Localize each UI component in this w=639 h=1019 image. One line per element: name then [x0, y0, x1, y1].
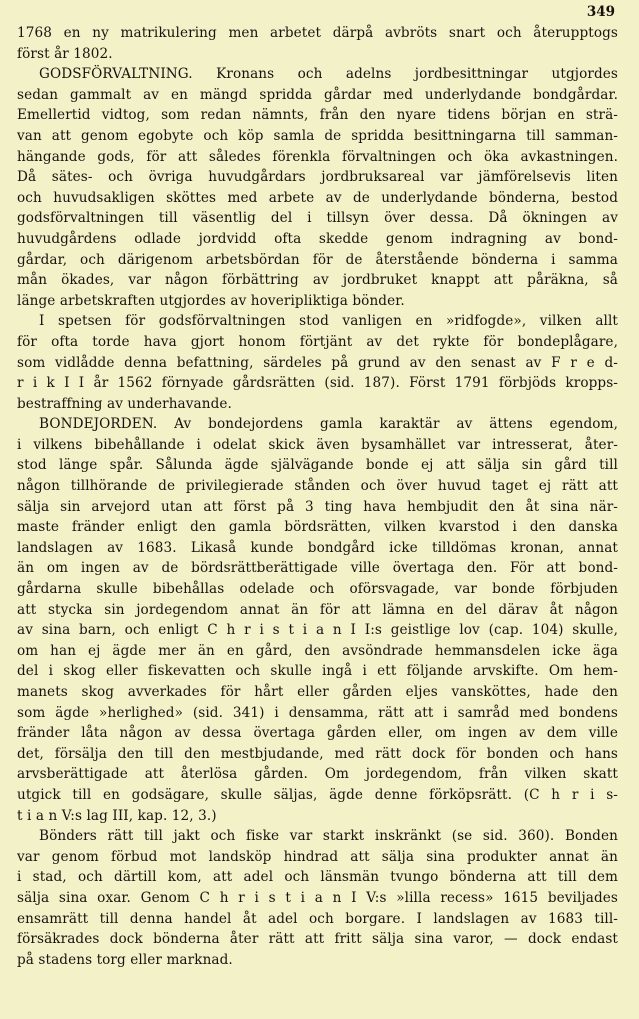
text-line: länge arbetskraften utgjordes av hoveripliktiga bönder. [17, 292, 405, 309]
text-line: som ägde »herlighed» (sid. 341) i densamma, rätt att i samråd med bondens [17, 704, 618, 721]
text-line: van att genom egobyte och köp samla de spridda besittningarna till samman- [17, 127, 618, 144]
text-line: t i a n V:s lag III, kap. 12, 3.) [17, 807, 217, 824]
body-text [17, 23, 618, 970]
page-number: 349 [586, 4, 615, 20]
text-line: Emellertid vidtog, som redan nämnts, från den nyare tidens början en strä- [17, 107, 618, 124]
text-line: av sina barn, och enligt C h r i s t i a n I I:s geistlige lov (cap. 104) skulle, [17, 622, 618, 639]
text-line: arvsberättigade att återlösa gården. Om jordegendom, från vilken skatt [17, 766, 618, 783]
text-line: om han ej ägde mer än en gård, den avsöndrade hemmansdelen icke äga [17, 642, 618, 659]
text-line: fränder låta någon av dessa övertaga gården eller, om ingen av dem ville [17, 725, 618, 742]
text-line: i stad, och därtill kom, att adel och länsmän tvungo bönderna att till dem [17, 869, 618, 886]
text-line: 1768 en ny matrikulering men arbetet därpå avbröts snart och återupptogs [17, 25, 618, 41]
text-line: var genom förbud mot landsköp hindrad att sälja sina produkter annat än [17, 848, 618, 865]
text-line: försäkrades dock bönderna åter rätt att fritt sälja sina varor, — dock endast [17, 931, 618, 948]
text-line: BONDEJORDEN. Av bondejordens gamla karaktär av ättens egendom, [39, 416, 618, 433]
text-line: Då sätes- och övriga huvudgårdars jordbruksareal var jämförelsevis liten [17, 169, 618, 186]
text-line: sedan gammalt av en mängd spridda gårdar med underlydande bondgårdar. [17, 86, 618, 103]
text-line: GODSFÖRVALTNING. Kronans och adelns jordbesittningar utgjordes [39, 66, 618, 83]
text-line: godsförvaltningen till väsentlig del i tillsyn över dessa. Då ökningen av [17, 210, 618, 227]
text-line: gårdar, och därigenom arbetsbördan för de återstående bönderna i samma [17, 251, 618, 268]
text-line: utgick till en godsägare, skulle säljas, ägde denne förköpsrätt. (C h r i s- [17, 786, 618, 803]
text-line: maste fränder enligt den gamla bördsrätten, vilken kvarstod i den danska [17, 519, 618, 536]
text-line: r i k I I år 1562 förnyade gårdsrätten (sid. 187). Först 1791 förbjöds kropps- [17, 375, 618, 392]
text-line: landslagen av 1683. Likaså kunde bondgård icke tilldömas kronan, annat [17, 539, 618, 556]
text-line: stod länge spår. Sålunda ägde självägande bonde ej att sälja sin gård till [17, 457, 618, 474]
text-line: gårdarna skulle bibehållas odelade och oförsvagade, var bonde förbjuden [17, 581, 618, 598]
text-line: mån ökades, var någon förbättring av jordbruket knappt att påräkna, så [17, 272, 618, 289]
text-line: I spetsen för godsförvaltningen stod vanligen en »ridfogde», vilken allt [39, 313, 618, 330]
text-line: för ofta torde hava gjort honom förtjänt av det rykte för bondeplågare, [17, 333, 618, 350]
text-line: bestraffning av underhavande. [17, 395, 232, 412]
text-line: och huvudsakligen sköttes med arbete av de underlydande bönderna, bestod [17, 189, 618, 206]
text-line: att stycka sin jordegendom annat än för att lämna en del därav åt någon [17, 601, 618, 618]
text-line: hängande gods, för att således förenkla förvaltningen och öka avkastningen. [17, 148, 618, 165]
text-line: någon tillhörande de privilegierade stånden och över huvud taget ej rätt att [17, 478, 618, 495]
text-line: ensamrätt till denna handel åt adel och borgare. I landslagen av 1683 till- [17, 910, 618, 927]
text-line: huvudgårdens odlade jordvidd ofta skedde genom indragning av bond- [17, 230, 618, 247]
text-line: som vidlådde denna befattning, särdeles på grund av den senast av F r e d- [17, 354, 618, 371]
text-line: sälja sina oxar. Genom C h r i s t i a n I V:s »lilla recess» 1615 beviljades [17, 889, 618, 906]
text-line: på stadens torg eller marknad. [17, 951, 233, 968]
text-line: än om ingen av de bördsrättberättigade ville övertaga den. För att bond- [17, 560, 618, 577]
text-line: det, försälja den till den mestbjudande, med rätt dock för bonden och hans [17, 745, 618, 762]
text-line: del i skog eller fiskevatten och skulle ingå i ett följande arvskifte. Om hem- [17, 663, 618, 680]
text-line: i vilkens bibehållande i odelat skick även bysamhället var intresserat, åter- [17, 436, 618, 453]
text-line: sälja sin arvejord utan att först på 3 ting hava hembjudit den åt sina när- [17, 498, 618, 515]
text-line: manets skog avverkades för hårt eller gården eljes vansköttes, hade den [17, 684, 618, 700]
text-line: först år 1802. [17, 45, 113, 62]
text-line: Bönders rätt till jakt och fiske var starkt inskränkt (se sid. 360). Bonden [39, 828, 618, 845]
